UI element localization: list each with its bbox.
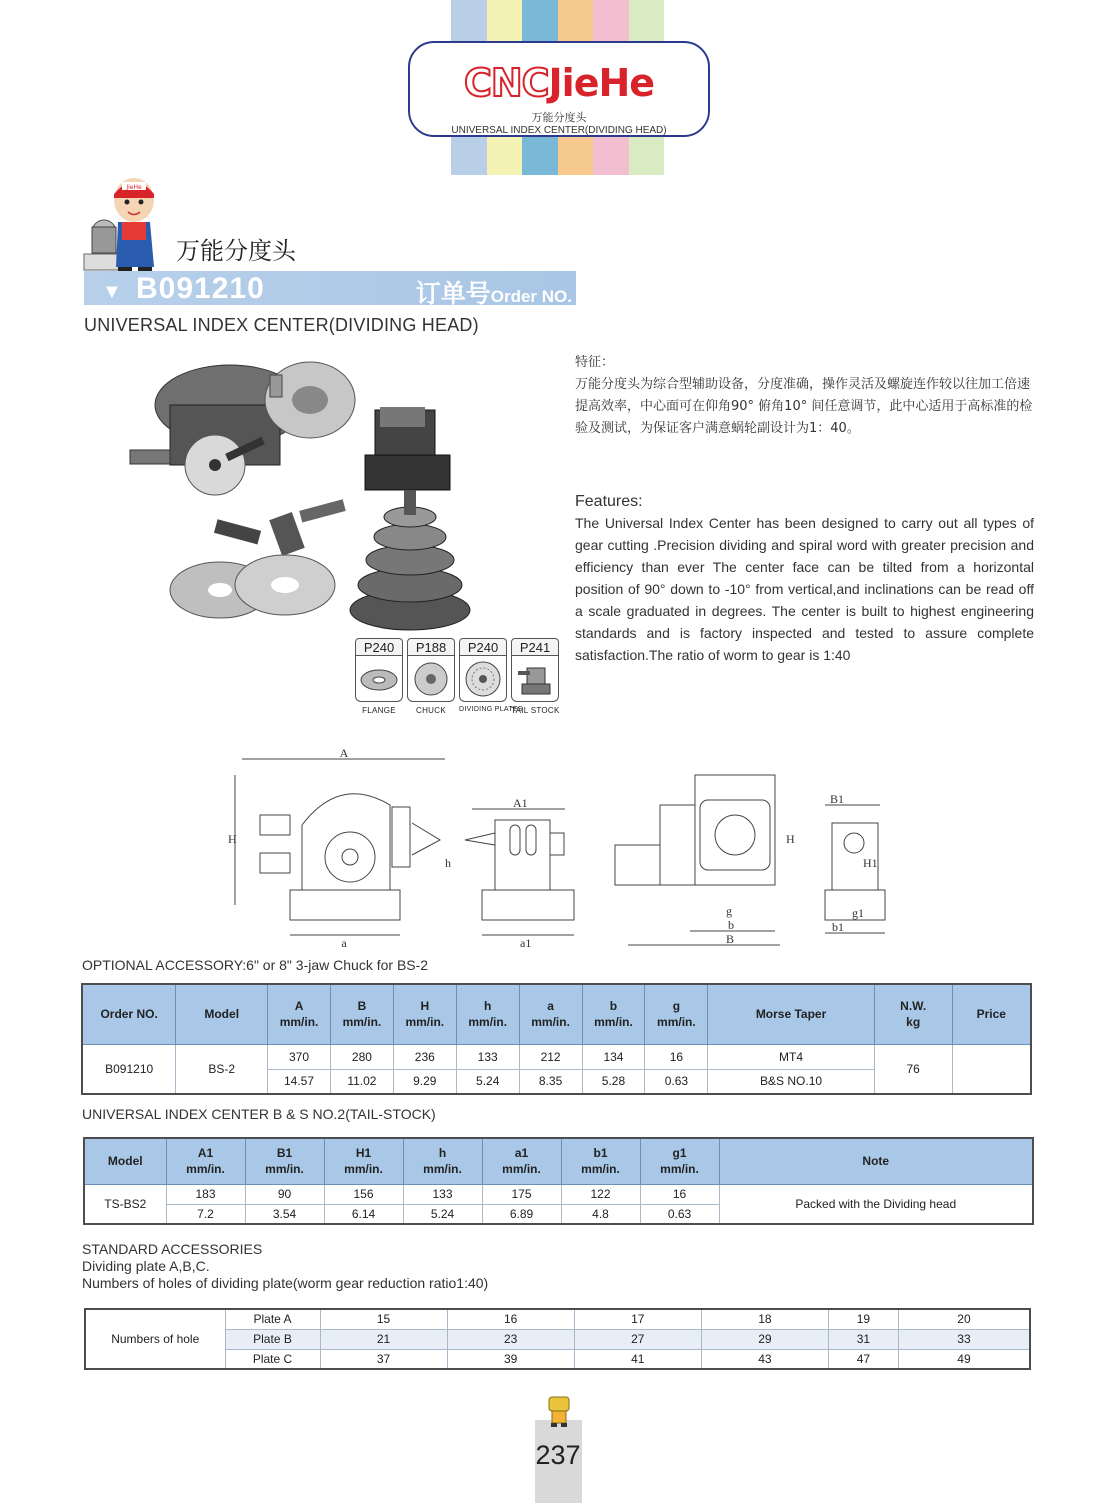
- cell-model: TS-BS2: [84, 1184, 166, 1224]
- table-row: [85, 1329, 1030, 1349]
- cell-plate: Plate B: [225, 1329, 320, 1349]
- cell: 175: [482, 1184, 561, 1204]
- cell-order-no: B091210: [82, 1044, 176, 1094]
- cell: 16: [640, 1184, 719, 1204]
- cell: 6.14: [324, 1204, 403, 1224]
- col-header: h mm/in.: [403, 1138, 482, 1184]
- features-en-text: The Universal Index Center has been designed to carry out all types of gear cutting .Precision dividing and spiral word with greater precision and efficiency than ever The center face can be tilted from a horizontal position of 90° down to -10° from vertical,and inclinations can be read off a scale graduated in degrees. The center is built to highest engineering standards and is factory inspected and tested to assure complete satisfaction.The ratio of worm to gear is 1:40: [575, 515, 1034, 663]
- product-title-en: UNIVERSAL INDEX CENTER(DIVIDING HEAD): [84, 315, 479, 335]
- cell: 33: [898, 1329, 1030, 1349]
- cell: 16: [447, 1309, 574, 1329]
- cell-model: BS-2: [176, 1044, 268, 1094]
- cell: 3.54: [245, 1204, 324, 1224]
- col-header: B mm/in.: [330, 984, 393, 1044]
- dim-B1: B1: [830, 792, 845, 806]
- mascot-icon: [82, 172, 160, 272]
- cell: 41: [574, 1349, 701, 1369]
- cell: 37: [320, 1349, 447, 1369]
- cell: 236: [393, 1044, 456, 1069]
- cell: 39: [447, 1349, 574, 1369]
- col-header: a mm/in.: [519, 984, 582, 1044]
- cell: 11.02: [330, 1069, 393, 1094]
- dim-a1: a1: [520, 936, 532, 950]
- table2-title: UNIVERSAL INDEX CENTER B & S NO.2(TAIL-STOCK): [82, 1106, 436, 1122]
- col-header: h mm/in.: [456, 984, 519, 1044]
- col-header: a1 mm/in.: [482, 1138, 561, 1184]
- dim-A: A: [339, 746, 349, 760]
- col-header: N.W. kg: [874, 984, 952, 1044]
- dim-b1: b1: [832, 920, 844, 934]
- cell: 9.29: [393, 1069, 456, 1094]
- order-number: B091210: [136, 272, 265, 305]
- product-photo: [120, 345, 480, 635]
- col-header: H1 mm/in.: [324, 1138, 403, 1184]
- header-subtitle-cn: 万能分度头: [531, 111, 587, 124]
- cell: 5.28: [582, 1069, 645, 1094]
- mascot-cap-text: JieHe: [126, 184, 142, 191]
- cell-nw: 76: [874, 1044, 952, 1094]
- cell: 7.2: [166, 1204, 245, 1224]
- col-header: g1 mm/in.: [640, 1138, 719, 1184]
- col-header: Price: [952, 984, 1031, 1044]
- mascot-small-icon: [545, 1395, 573, 1429]
- cell: 4.8: [561, 1204, 640, 1224]
- accessory-code: P188: [407, 638, 455, 656]
- page-number: 237: [535, 1440, 581, 1470]
- col-header: b1 mm/in.: [561, 1138, 640, 1184]
- table-row: [85, 1309, 1030, 1329]
- cell: 8.35: [519, 1069, 582, 1094]
- accessory-tail-stock[interactable]: [511, 638, 559, 715]
- cell: 90: [245, 1184, 324, 1204]
- col-header: Morse Taper: [708, 984, 874, 1044]
- cell: 134: [582, 1044, 645, 1069]
- features-cn-text: 万能分度头为综合型辅助设备，分度准确，操作灵活及螺旋连作较以往加工倍速提高效率，中心面可在仰角90° 俯角10° 间任意调节，此中心适用于高标准的检验及测试，为保证客户满意蜗轮副设计为1：40。: [575, 377, 1033, 436]
- table-header-row: [84, 1138, 1033, 1184]
- table-row: [84, 1184, 1033, 1204]
- standard-line: Numbers of holes of dividing plate(worm gear reduction ratio1:40): [82, 1275, 489, 1291]
- tail-stock-icon: [511, 656, 559, 702]
- table-header-row: [82, 984, 1031, 1044]
- cell: 133: [403, 1184, 482, 1204]
- accessory-chuck[interactable]: [407, 638, 455, 715]
- standard-heading: STANDARD ACCESSORIES: [82, 1241, 263, 1257]
- technical-drawing: [220, 745, 900, 955]
- spec-table-tail-stock: [83, 1137, 1034, 1225]
- cell: 20: [898, 1309, 1030, 1329]
- accessory-dividing-plates[interactable]: [459, 638, 523, 713]
- dividing-plate-holes-table: [84, 1308, 1031, 1370]
- cell-note: Packed with the Dividing head: [719, 1184, 1033, 1224]
- cell: 15: [320, 1309, 447, 1329]
- dim-g: g: [726, 904, 732, 918]
- col-header: Model: [176, 984, 268, 1044]
- accessory-label: TAIL STOCK: [511, 706, 560, 715]
- col-header: H mm/in.: [393, 984, 456, 1044]
- flange-icon: [355, 656, 403, 702]
- cell: 27: [574, 1329, 701, 1349]
- cell: 17: [574, 1309, 701, 1329]
- accessory-label: DIVIDING PLATES: [459, 706, 523, 713]
- cell: 6.89: [482, 1204, 561, 1224]
- col-header: b mm/in.: [582, 984, 645, 1044]
- dim-B: B: [726, 932, 735, 946]
- dim-A1: A1: [513, 796, 528, 810]
- standard-line: Dividing plate A,B,C.: [82, 1258, 210, 1274]
- col-header: A1 mm/in.: [166, 1138, 245, 1184]
- features-en-heading: Features:: [575, 493, 643, 510]
- cell: 133: [456, 1044, 519, 1069]
- brand-logo: [410, 61, 708, 106]
- order-label: [416, 274, 572, 310]
- dim-h: h: [445, 856, 451, 870]
- cell: 0.63: [640, 1204, 719, 1224]
- chuck-icon: [407, 656, 455, 702]
- cell: 14.57: [268, 1069, 331, 1094]
- order-label-cn: 订单号: [415, 279, 491, 308]
- cell: 47: [828, 1349, 898, 1369]
- accessory-code: P240: [355, 638, 403, 656]
- order-label-en: Order NO.: [490, 287, 572, 306]
- cell-plate: Plate C: [225, 1349, 320, 1369]
- accessory-label: FLANGE: [362, 706, 396, 715]
- cell: 156: [324, 1184, 403, 1204]
- cell: 212: [519, 1044, 582, 1069]
- cell: 122: [561, 1184, 640, 1204]
- cell: 21: [320, 1329, 447, 1349]
- cell: 5.24: [456, 1069, 519, 1094]
- cell-row-header: Numbers of hole: [85, 1309, 225, 1369]
- cell: 183: [166, 1184, 245, 1204]
- order-number-bar: [84, 271, 576, 308]
- features-cn: [575, 352, 1035, 440]
- cell-plate: Plate A: [225, 1309, 320, 1329]
- cell: 43: [701, 1349, 828, 1369]
- product-title-cn: 万能分度头: [176, 237, 296, 265]
- dim-H: H: [228, 832, 237, 846]
- dim-H-front: H: [786, 832, 795, 846]
- cell: 280: [330, 1044, 393, 1069]
- cell: 29: [701, 1329, 828, 1349]
- cell: 370: [268, 1044, 331, 1069]
- col-header: g mm/in.: [645, 984, 708, 1044]
- cell-price: [952, 1044, 1031, 1094]
- col-header: Order NO.: [82, 984, 176, 1044]
- table1-title: OPTIONAL ACCESSORY:6" or 8" 3-jaw Chuck for BS-2: [82, 957, 429, 973]
- dim-b: b: [728, 918, 734, 932]
- cell: MT4: [708, 1044, 874, 1069]
- brand-cnc: CNC: [463, 61, 549, 105]
- col-header: B1 mm/in.: [245, 1138, 324, 1184]
- cell: B&S NO.10: [708, 1069, 874, 1094]
- cell: 16: [645, 1044, 708, 1069]
- accessory-label: CHUCK: [416, 706, 446, 715]
- brand-logo-box: [408, 41, 710, 137]
- col-header: Note: [719, 1138, 1033, 1184]
- features-cn-heading: 特征：: [575, 355, 615, 370]
- cell: 5.24: [403, 1204, 482, 1224]
- col-header: A mm/in.: [268, 984, 331, 1044]
- accessory-code: P241: [511, 638, 559, 656]
- accessory-flange[interactable]: [355, 638, 403, 715]
- cell: 19: [828, 1309, 898, 1329]
- accessory-code: P240: [459, 638, 507, 656]
- col-header: Model: [84, 1138, 166, 1184]
- standard-accessories: [82, 1241, 488, 1292]
- cell: 18: [701, 1309, 828, 1329]
- table-row: [85, 1349, 1030, 1369]
- triangle-down-icon: ▼: [102, 281, 122, 303]
- dim-H1: H1: [863, 856, 878, 870]
- dim-g1: g1: [852, 906, 864, 920]
- cell: 31: [828, 1329, 898, 1349]
- cell: 23: [447, 1329, 574, 1349]
- cell: 49: [898, 1349, 1030, 1369]
- dim-a: a: [341, 936, 347, 950]
- brand-jiehe: JieHe: [548, 61, 655, 105]
- header-subtitle-en: UNIVERSAL INDEX CENTER(DIVIDING HEAD): [451, 125, 667, 136]
- spec-table-dividing-head: [81, 983, 1032, 1095]
- cell: 0.63: [645, 1069, 708, 1094]
- table-row: [82, 1044, 1031, 1069]
- dividing-plate-icon: [459, 656, 507, 702]
